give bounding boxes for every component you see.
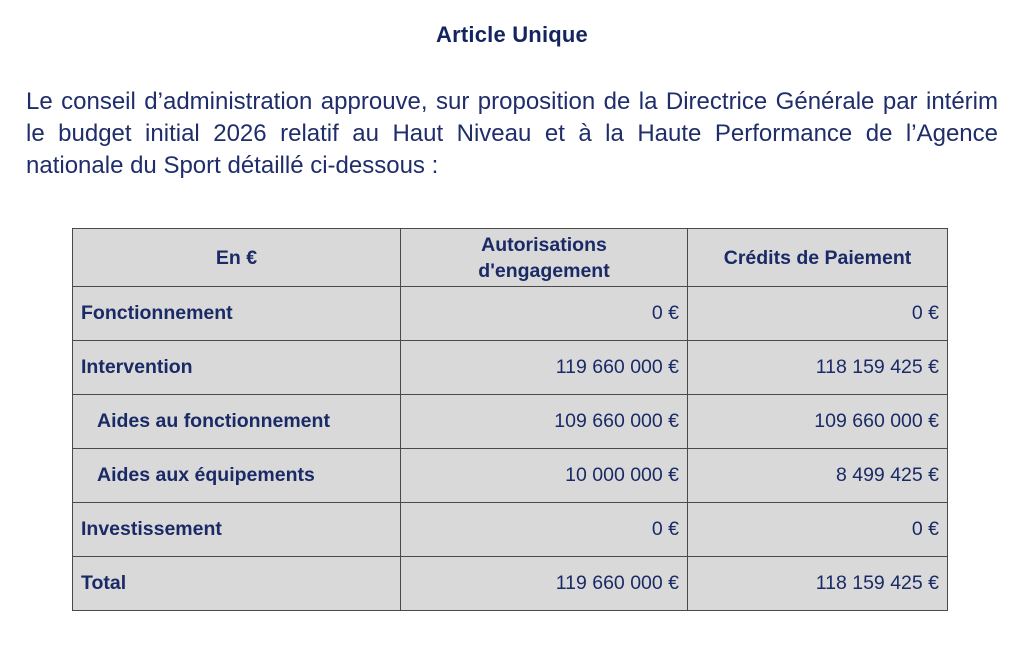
row-label: Total bbox=[73, 557, 401, 611]
row-ae-value: 119 660 000 € bbox=[401, 557, 688, 611]
header-autorisations-engagement bbox=[401, 229, 688, 287]
budget-table bbox=[72, 228, 948, 611]
row-cp-value: 109 660 000 € bbox=[688, 395, 948, 449]
row-ae-value: 0 € bbox=[401, 287, 688, 341]
row-label: Investissement bbox=[73, 503, 401, 557]
table-row bbox=[73, 341, 948, 395]
header-unit: En € bbox=[73, 229, 401, 287]
table-row bbox=[73, 395, 948, 449]
table-row-total bbox=[73, 557, 948, 611]
row-ae-value: 0 € bbox=[401, 503, 688, 557]
row-ae-value: 10 000 000 € bbox=[401, 449, 688, 503]
article-title: Article Unique bbox=[436, 22, 588, 47]
row-ae-value: 109 660 000 € bbox=[401, 395, 688, 449]
header-credits-paiement: Crédits de Paiement bbox=[688, 229, 948, 287]
row-label: Aides aux équipements bbox=[73, 449, 401, 503]
article-paragraph: Le conseil d’administration approuve, sur proposition de la Directrice Générale par intérim le budget initial 2026 relatif au Haut Niveau et à la Haute Performance de l’Agence nationale du Sport détaillé ci-dessous : bbox=[26, 88, 998, 179]
table-row bbox=[73, 449, 948, 503]
table-row bbox=[73, 287, 948, 341]
table-row bbox=[73, 503, 948, 557]
table-header-row bbox=[73, 229, 948, 287]
row-cp-value: 0 € bbox=[688, 503, 948, 557]
header-ae-line1: Autorisations bbox=[481, 233, 607, 256]
row-cp-value: 118 159 425 € bbox=[688, 341, 948, 395]
row-cp-value: 8 499 425 € bbox=[688, 449, 948, 503]
row-label: Fonctionnement bbox=[73, 287, 401, 341]
row-ae-value: 119 660 000 € bbox=[401, 341, 688, 395]
row-cp-value: 118 159 425 € bbox=[688, 557, 948, 611]
row-cp-value: 0 € bbox=[688, 287, 948, 341]
row-label: Aides au fonctionnement bbox=[73, 395, 401, 449]
row-label: Intervention bbox=[73, 341, 401, 395]
header-ae-line2: d'engagement bbox=[478, 259, 610, 282]
